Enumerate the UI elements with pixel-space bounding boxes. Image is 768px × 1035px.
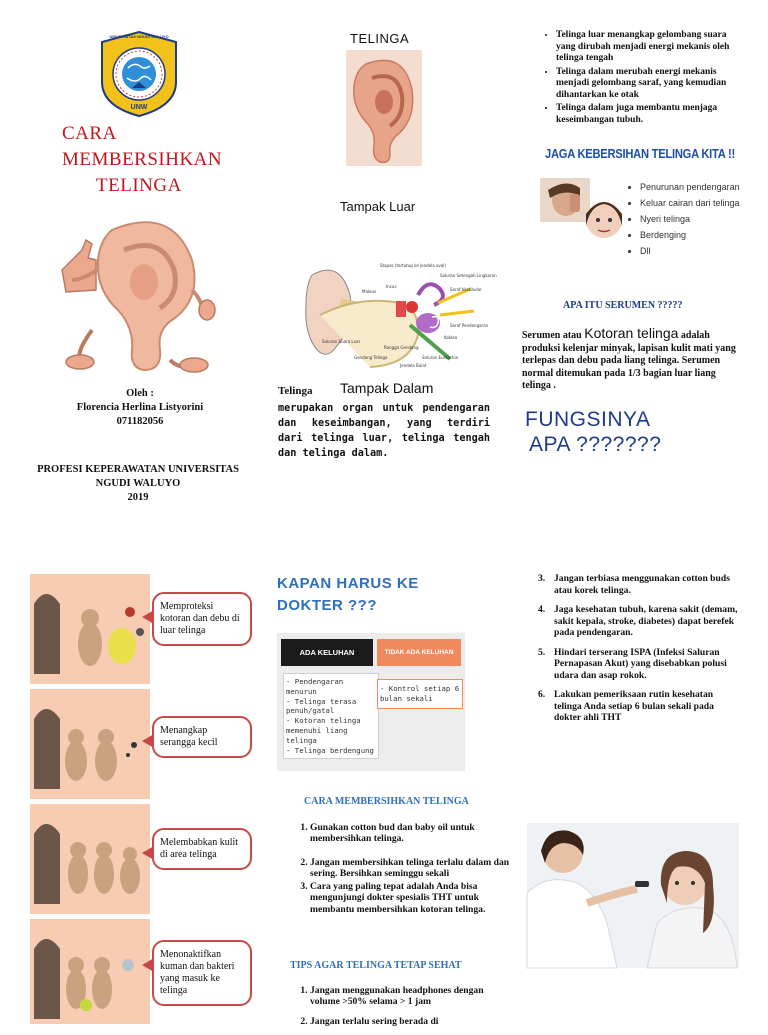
serumen-post: adalah produksi kelenjar minyak, lapisan kulit mati yang terlepas dan debu pada liang telinga. Serumen normal ditemukan pada 1/3 bagian luar liang telinga .	[522, 330, 736, 391]
diagram-label-cochlea: Koklea	[444, 335, 458, 340]
ear-intro-text: merupakan organ untuk pendengaran dan keseimbangan, yang terdiri dari telinga luar, telinga tengah dan telinga dalam.	[278, 403, 490, 459]
fungsi-line1: FUNGSINYA	[525, 408, 651, 431]
jaga-list	[630, 180, 750, 260]
tidak-ada-keluhan-header	[377, 639, 461, 666]
institution-line2: NGUDI WALUYO	[95, 478, 181, 489]
ada-keluhan-label: ADA KELUHAN	[299, 648, 355, 657]
inner-view-caption: Tampak Dalam	[340, 380, 434, 396]
diagram-label-tympanic: Rongga Gendang	[384, 345, 419, 350]
cover-title-line2: MEMBERSIHKAN	[62, 149, 223, 170]
ear-intro-word: Telinga	[278, 385, 313, 397]
serumen-big: Kotoran telinga	[584, 325, 679, 341]
diagram-label-cochlear-nerve: Saraf Pendengaran	[450, 323, 489, 328]
cover-title-line3: TELINGA	[96, 175, 182, 196]
diagram-label-semicircular: Saluran Setengah Lingkaran	[440, 273, 497, 278]
institution-block	[20, 463, 256, 505]
cleaning-step: 1. Gunakan cotton bud dan baby oil untuk membersihkan telinga.	[310, 822, 510, 845]
doctor-exam-photo	[527, 823, 739, 968]
diagram-label-maleus: Maleus	[362, 289, 377, 294]
ada-keluhan-list	[283, 673, 379, 759]
tips-continued-item: 3. Jangan terbiasa menggunakan cotton buds atau korek telinga.	[538, 573, 730, 596]
diagram-label-eardrum: Gendang Telinga	[354, 355, 388, 360]
logo-short-text: UNW	[130, 104, 148, 111]
author-block	[40, 387, 240, 429]
cover-title-line1: CARA	[62, 123, 117, 144]
ear-functions-list	[540, 30, 746, 128]
diagram-label-ear-canal: Saluran Suara Luar	[322, 339, 361, 344]
ear-function-item: • Telinga dalam juga membantu menjaga keseimbangan tubuh.	[556, 103, 746, 126]
tips-heading: TIPS AGAR TELINGA TETAP SEHAT	[290, 960, 462, 971]
diagram-label-stapes: Stapes (tertutup ke jendela oval)	[380, 263, 446, 268]
serumen-text	[522, 327, 740, 393]
fungsi-line2: APA ???????	[529, 433, 662, 456]
year: 2019	[127, 492, 149, 503]
outer-view-caption: Tampak Luar	[340, 199, 416, 214]
jaga-title: JAGA KEBERSIHAN TELINGA KITA !!	[545, 146, 735, 161]
tidak-ada-keluhan-item: - Kontrol setiap 6 bulan sekali	[380, 684, 460, 703]
serumen-pre: Serumen atau	[522, 330, 585, 341]
outer-ear-photo	[346, 50, 422, 166]
ada-keluhan-item: - Telinga terasa penuh/gatal	[286, 696, 357, 716]
jaga-item: • Dll	[640, 244, 750, 258]
ada-keluhan-item: - Kotoran telinga memenuhi liang telinga	[286, 716, 361, 745]
tips-list	[290, 985, 510, 1035]
ear-mascot-illustration	[52, 210, 222, 380]
tips-continued-item: 6. Lakukan pemeriksaan rutin kesehatan telinga Anda setiap 6 bulan sekali pada dokter ahli THT	[538, 689, 714, 723]
tips-item: 1. Jangan menggunakan headphones dengan volume >50% selama > 1 jam	[310, 985, 510, 1008]
bubble-protect: Memproteksi kotoran dan debu di luar telinga	[152, 592, 252, 646]
diagram-label-round-window: Jendela Bulat	[400, 363, 427, 368]
cleaning-heading: CARA MEMBERSIHKAN TELINGA	[304, 796, 469, 807]
cartoon-insects	[30, 689, 150, 799]
diagram-label-incus: Incus	[386, 284, 397, 289]
serumen-heading: APA ITU SERUMEN ?????	[563, 300, 683, 311]
fungsi-heading	[525, 407, 661, 457]
author-label: Oleh :	[126, 388, 154, 399]
bubble-insects: Menangkap serangga kecil	[152, 716, 252, 758]
cleaning-step: 3. Cara yang paling tepat adalah Anda bisa mengunjungi dokter spesialis THT untuk membantu membersihkan kotoran telinga.	[310, 881, 510, 915]
jaga-item: • Nyeri telinga	[640, 212, 750, 226]
dokter-heading: KAPAN HARUS KE DOKTER ???	[277, 575, 419, 614]
cartoon-moisture	[30, 804, 150, 914]
tips-continued-item: 4. Jaga kesehatan tubuh, karena sakit (demam, sakit kepala, stroke, diabetes) dapat berefek pada pendengaran.	[538, 604, 738, 638]
ear-heading: TELINGA	[350, 31, 410, 46]
ada-keluhan-item: - Pendengaran menurun	[286, 677, 344, 696]
jaga-item: • Keluar cairan dari telinga	[640, 196, 750, 210]
tips-continued-item: 5. Hindari terserang ISPA (Infeksi Saluran Pernapasan Akut) yang disebabkan polusi udara dan asap rokok.	[538, 646, 727, 681]
bubble-moisture: Melembabkan kulit di area telinga	[152, 828, 252, 870]
cover-title	[62, 121, 262, 199]
ada-keluhan-item: - Telinga berdengung	[286, 745, 374, 755]
institution-line1: PROFESI KEPERAWATAN UNIVERSITAS	[37, 464, 239, 475]
author-id: 071182056	[116, 416, 164, 427]
ada-keluhan-header	[281, 639, 373, 666]
bubble-bacteria: Menonaktifkan kuman dan bakteri yang masuk ke telinga	[152, 940, 252, 1006]
ear-function-item: • Telinga dalam merubah energi mekanis menjadi gelombang saraf, yang kemudian dihantarkan ke otak	[556, 67, 746, 102]
tips-continued	[538, 573, 738, 724]
diagram-label-vestibular: Saraf Vestibular	[450, 287, 482, 292]
cleaning-step: 2. Jangan membersihkan telinga terlalu dalam dan sering. Bersihkan seminggu sekali	[310, 857, 510, 880]
tidak-ada-keluhan-list	[377, 679, 463, 709]
tips-item: 2. Jangan terlalu sering berada di	[310, 1016, 510, 1027]
cartoon-bacteria	[30, 919, 150, 1024]
jaga-item: • Berdenging	[640, 228, 750, 242]
jaga-item: • Penurunan pendengaran	[640, 180, 750, 194]
tidak-ada-keluhan-label: TIDAK ADA KELUHAN	[384, 649, 454, 656]
cartoon-protect	[30, 574, 150, 684]
inner-ear-diagram	[300, 255, 497, 380]
cleaning-steps	[290, 822, 510, 923]
dokter-table	[277, 633, 465, 771]
jaga-photo	[540, 176, 635, 246]
ear-function-item: • Telinga luar menangkap gelombang suara yang dirubah menjadi energi mekanis oleh telinga tengah	[556, 30, 746, 65]
diagram-label-eustachian: Saluran Eustachia	[422, 355, 459, 360]
author-name: Florencia Herlina Listyorini	[76, 402, 204, 413]
logo-arc-text: UNIVERSITAS NGUDI WALUYO	[109, 34, 169, 39]
